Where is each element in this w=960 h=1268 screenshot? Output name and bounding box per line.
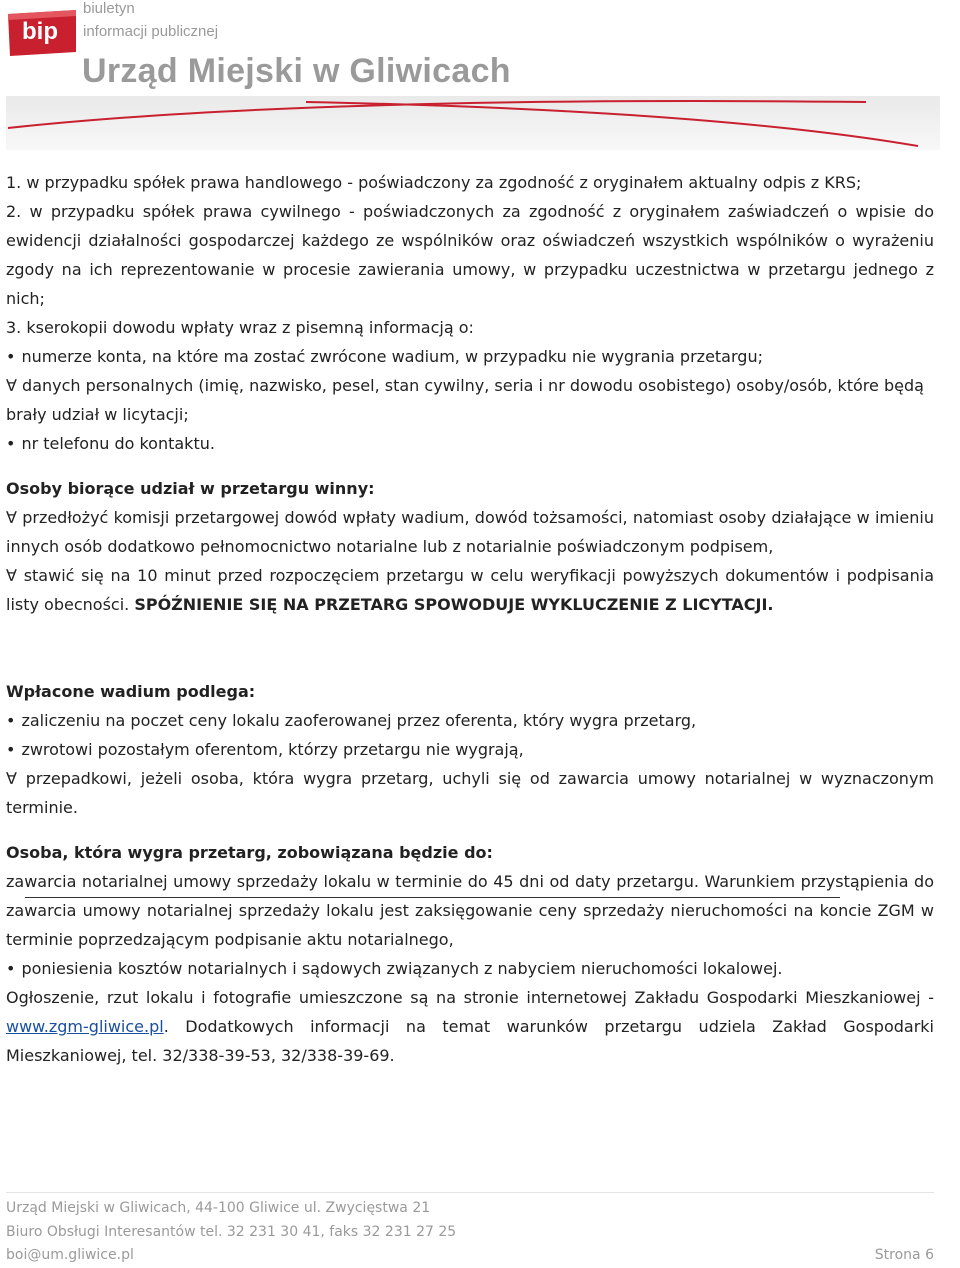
- footer-address: Urząd Miejski w Gliwicach, 44-100 Gliwice ul. Zwycięstwa 21: [6, 1200, 431, 1216]
- page-number: Strona 6: [874, 1247, 934, 1263]
- footer-email[interactable]: boi@um.gliwice.pl: [6, 1247, 134, 1263]
- list-item-text: danych personalnych (imię, nazwisko, pesel, stan cywilny, seria i nr dowodu osobistego) osoby/osób, które będą brały udział w licytacji;: [6, 376, 924, 424]
- symbol-icon: ∀: [6, 508, 17, 527]
- warning-text: SPÓŹNIENIE SIĘ NA PRZETARG SPOWODUJE WYKLUCZENIE Z LICYTACJI.: [134, 595, 774, 614]
- list-item: • numerze konta, na które ma zostać zwrócone wadium, w przypadku nie wygrania przetargu;: [6, 342, 934, 371]
- header-band: [6, 96, 940, 150]
- logo-text: bip: [22, 18, 58, 45]
- symbol-icon: ∀: [6, 769, 17, 788]
- list-item: • poniesienia kosztów notarialnych i sądowych związanych z nabyciem nieruchomości lokalowej.: [6, 954, 934, 983]
- section-heading: Wpłacone wadium podlega:: [6, 682, 256, 701]
- paragraph-3: 3. kserokopii dowodu wpłaty wraz z pisemną informacją o:: [6, 318, 474, 337]
- bip-line-2: informacji publicznej: [83, 23, 219, 40]
- closing-text: . Dodatkowych informacji na temat warunków przetargu udziela Zakład Gospodarki Mieszkaniowej, tel. 32/338-39-53, 32/338-39-69.: [6, 1017, 934, 1065]
- paragraph-1: 1. w przypadku spółek prawa handlowego - poświadczony za zgodność z oryginałem aktualny odpis z KRS;: [6, 173, 862, 192]
- footer-contact: [6, 1244, 934, 1268]
- list-item-text: stawić się na 10 minut przed rozpoczęciem przetargu w celu weryfikacji powyższych dokumentów i podpisania listy obecności.: [6, 566, 935, 614]
- list-item: zawarcia notarialnej umowy sprzedaży lokalu w terminie do 45 dni od daty przetargu. Warunkiem przystąpienia do zawarcia umowy notarialnej sprzedaży lokalu jest zaksięgowanie ceny sprzedaży nieruchomości na koncie ZGM w terminie poprzedzającym podpisanie aktu notarialnego,: [6, 872, 934, 949]
- symbol-icon: ∀: [6, 566, 17, 585]
- paragraph-2: 2. w przypadku spółek prawa cywilnego - poświadczonych za zgodność z oryginałem zaświadczeń o wpisie do ewidencji działalności gospodarczej każdego ze wspólników oraz oświadczeń wszystkich wspólników o wyrażeniu zgody na ich reprezentowanie w procesie zawierania umowy, w przypadku uczestnictwa w przetargu jednego z nich;: [6, 202, 934, 308]
- list-item: • zaliczeniu na poczet ceny lokalu zaoferowanej przez oferenta, który wygra przetarg,: [6, 706, 934, 735]
- bip-logo: [6, 6, 78, 60]
- closing-paragraph: [6, 983, 934, 1070]
- list-item-text: przedłożyć komisji przetargowej dowód wpłaty wadium, dowód tożsamości, natomiast osoby działające w imieniu innych osób dodatkowo pełnomocnictwo notarialne lub z notarialnie poświadczonym podpisem,: [6, 508, 935, 556]
- zgm-website-link[interactable]: www.zgm-gliwice.pl: [6, 1017, 164, 1036]
- bip-line-1: biuletyn: [83, 0, 135, 17]
- strikethrough-line: [25, 897, 840, 898]
- section-heading: Osoba, która wygra przetarg, zobowiązana będzie do:: [6, 843, 493, 862]
- page-footer: [6, 1192, 934, 1268]
- footer-phone: Biuro Obsługi Interesantów tel. 32 231 30 41, faks 32 231 27 25: [6, 1223, 457, 1240]
- list-item: • nr telefonu do kontaktu.: [6, 429, 934, 458]
- list-item: [6, 371, 934, 429]
- footer-divider: [6, 1192, 934, 1193]
- closing-text: Ogłoszenie, rzut lokalu i fotografie umieszczone są na stronie internetowej Zakładu Gospodarki Mieszkaniowej -: [6, 988, 934, 1007]
- page-header: [0, 0, 960, 150]
- page-title: Urząd Miejski w Gliwicach: [82, 52, 511, 90]
- list-item: • zwrotowi pozostałym oferentom, którzy przetargu nie wygrają,: [6, 735, 934, 764]
- list-item-text: przepadkowi, jeżeli osoba, która wygra przetarg, uchyli się od zawarcia umowy notarialnej w wyznaczonym terminie.: [6, 769, 934, 817]
- document-body: [6, 168, 934, 1070]
- list-item: [6, 764, 934, 822]
- list-item: [6, 503, 934, 561]
- symbol-icon: ∀: [6, 376, 17, 395]
- section-heading: Osoby biorące udział w przetargu winny:: [6, 479, 375, 498]
- list-item: [6, 561, 934, 619]
